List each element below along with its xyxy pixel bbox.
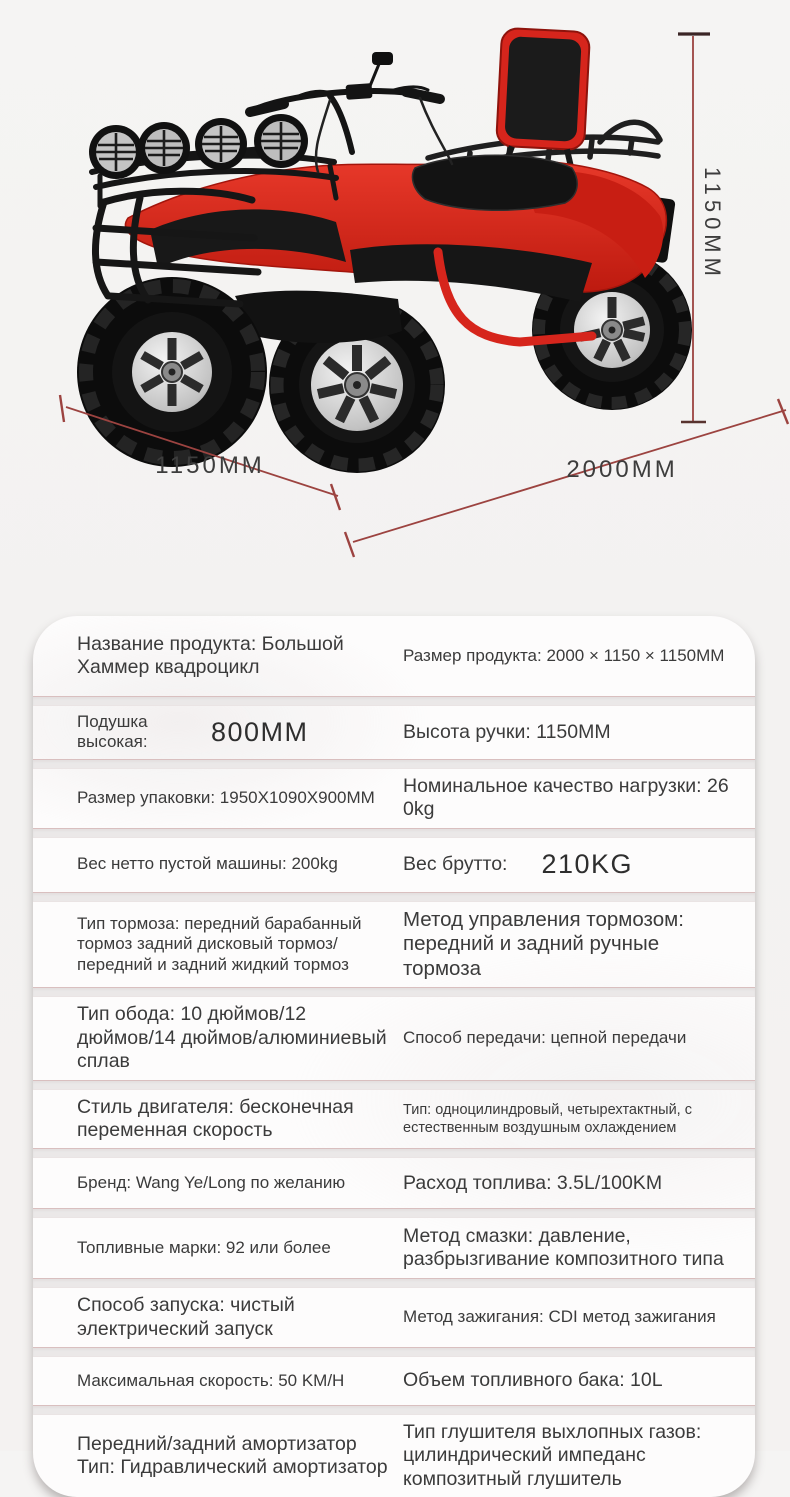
spec-cell-left xyxy=(49,788,399,808)
spec-row-shock-absorber xyxy=(33,1415,755,1497)
spec-row-start-method xyxy=(33,1288,755,1347)
spec-cell-left xyxy=(49,1433,399,1480)
spec-row-package-size xyxy=(33,769,755,828)
spec-cell-right xyxy=(399,848,743,880)
spec-cell-right xyxy=(399,908,743,982)
spec-value: 210KG xyxy=(541,849,634,880)
row-divider xyxy=(33,892,755,902)
spec-cell-left xyxy=(49,1294,399,1341)
row-divider xyxy=(33,696,755,706)
spec-text: Размер упаковки: 1950X1090X900MM xyxy=(77,787,375,807)
row-divider xyxy=(33,987,755,997)
spec-cell-right xyxy=(399,1369,743,1392)
spec-text: Вес нетто пустой машины: 200kg xyxy=(77,854,338,874)
spec-cell-left xyxy=(49,633,399,680)
spec-text: Стиль двигателя: бесконечная переменная скорость xyxy=(77,1095,354,1141)
spec-text: Тип глушителя выхлопных газов: цилиндрический импеданс композитный глушитель xyxy=(403,1421,702,1490)
spec-cell-left xyxy=(49,914,399,975)
spec-cell-right xyxy=(399,1101,743,1137)
spec-card xyxy=(33,616,755,1497)
row-divider xyxy=(33,1405,755,1415)
spec-text: Топливные марки: 92 или более xyxy=(77,1238,331,1258)
spec-cell-left xyxy=(49,1238,399,1258)
spec-text: Максимальная скорость: 50 KM/H xyxy=(77,1370,345,1390)
spec-cell-right xyxy=(399,775,743,822)
dimension-length-label: 2000MM xyxy=(566,456,678,483)
spec-cell-right xyxy=(399,1172,743,1195)
spec-row-max-speed xyxy=(33,1357,755,1405)
spec-cell-left xyxy=(49,854,399,874)
spec-cell-left xyxy=(49,1371,399,1391)
spec-row-product-name xyxy=(33,616,755,696)
spec-text: Тип обода: 10 дюймов/12 дюймов/14 дюймов/алюминиевый сплав xyxy=(77,1003,387,1073)
row-divider xyxy=(33,828,755,838)
spec-cell-right xyxy=(399,1225,743,1272)
spec-text: Расход топлива: 3.5L/100KM xyxy=(403,1171,663,1194)
spec-row-fuel-grade xyxy=(33,1218,755,1278)
spec-text: Объем топливного бака: 10L xyxy=(403,1369,663,1392)
spec-cell-right xyxy=(399,1307,743,1327)
product-photo-section xyxy=(0,0,790,560)
spec-row-cushion-height xyxy=(33,706,755,759)
spec-text: Способ запуска: чистый электрический запуск xyxy=(77,1294,295,1340)
spec-row-weight xyxy=(33,838,755,892)
spec-text: Размер продукта: 2000 × 1150 × 1150MM xyxy=(403,645,725,665)
spec-text: Высота ручки: 1150MM xyxy=(403,720,611,743)
spec-text: Номинальное качество нагрузки: 260kg xyxy=(403,774,729,821)
row-divider xyxy=(33,1148,755,1158)
spec-cell-left xyxy=(49,712,399,753)
spec-text: Способ передачи: цепной передачи xyxy=(403,1028,687,1048)
spec-cell-right xyxy=(399,1028,743,1048)
spec-cell-right xyxy=(399,721,743,744)
row-divider xyxy=(33,1208,755,1218)
spec-text: Бренд: Wang Ye/Long по желанию xyxy=(77,1173,346,1193)
spec-text: Тип: одноцилиндровый, четырехтактный, с естественным воздушным охлаждением xyxy=(403,1101,692,1136)
dimension-height-label: 1150MM xyxy=(700,167,725,281)
spec-text: Метод смазки: давление, разбрызгивание композитного типа xyxy=(403,1224,724,1271)
spec-row-engine-style xyxy=(33,1090,755,1149)
spec-cell-left xyxy=(49,1173,399,1193)
spec-text: Метод управления тормозом: передний и задний ручные тормоза xyxy=(403,907,684,980)
spec-label: Подушка высокая: xyxy=(77,712,148,752)
spec-row-brand xyxy=(33,1158,755,1208)
row-divider xyxy=(33,1080,755,1090)
spec-cell-left xyxy=(49,1096,399,1143)
spec-label: Вес брутто: xyxy=(403,852,508,875)
spec-text: Передний/задний амортизатор Тип: Гидравлический амортизатор xyxy=(77,1432,388,1479)
spec-cell-right xyxy=(399,1421,743,1491)
spec-text: Тип тормоза: передний барабанный тормоз задний дисковый тормоз/передний и задний жидкий тормоз xyxy=(77,913,362,974)
spec-row-rim-type xyxy=(33,997,755,1079)
spec-text: Метод зажигания: CDI метод зажигания xyxy=(403,1307,716,1327)
spec-value: 800MM xyxy=(211,717,309,748)
spec-cell-right xyxy=(399,646,743,666)
spec-cell-left xyxy=(49,1003,399,1073)
dimension-width-label: 1150MM xyxy=(155,452,265,479)
row-divider xyxy=(33,1278,755,1288)
row-divider xyxy=(33,759,755,769)
spec-row-brake-type xyxy=(33,902,755,988)
row-divider xyxy=(33,1347,755,1357)
spec-text: Название продукта: Большой Хаммер квадроцикл xyxy=(77,632,344,678)
